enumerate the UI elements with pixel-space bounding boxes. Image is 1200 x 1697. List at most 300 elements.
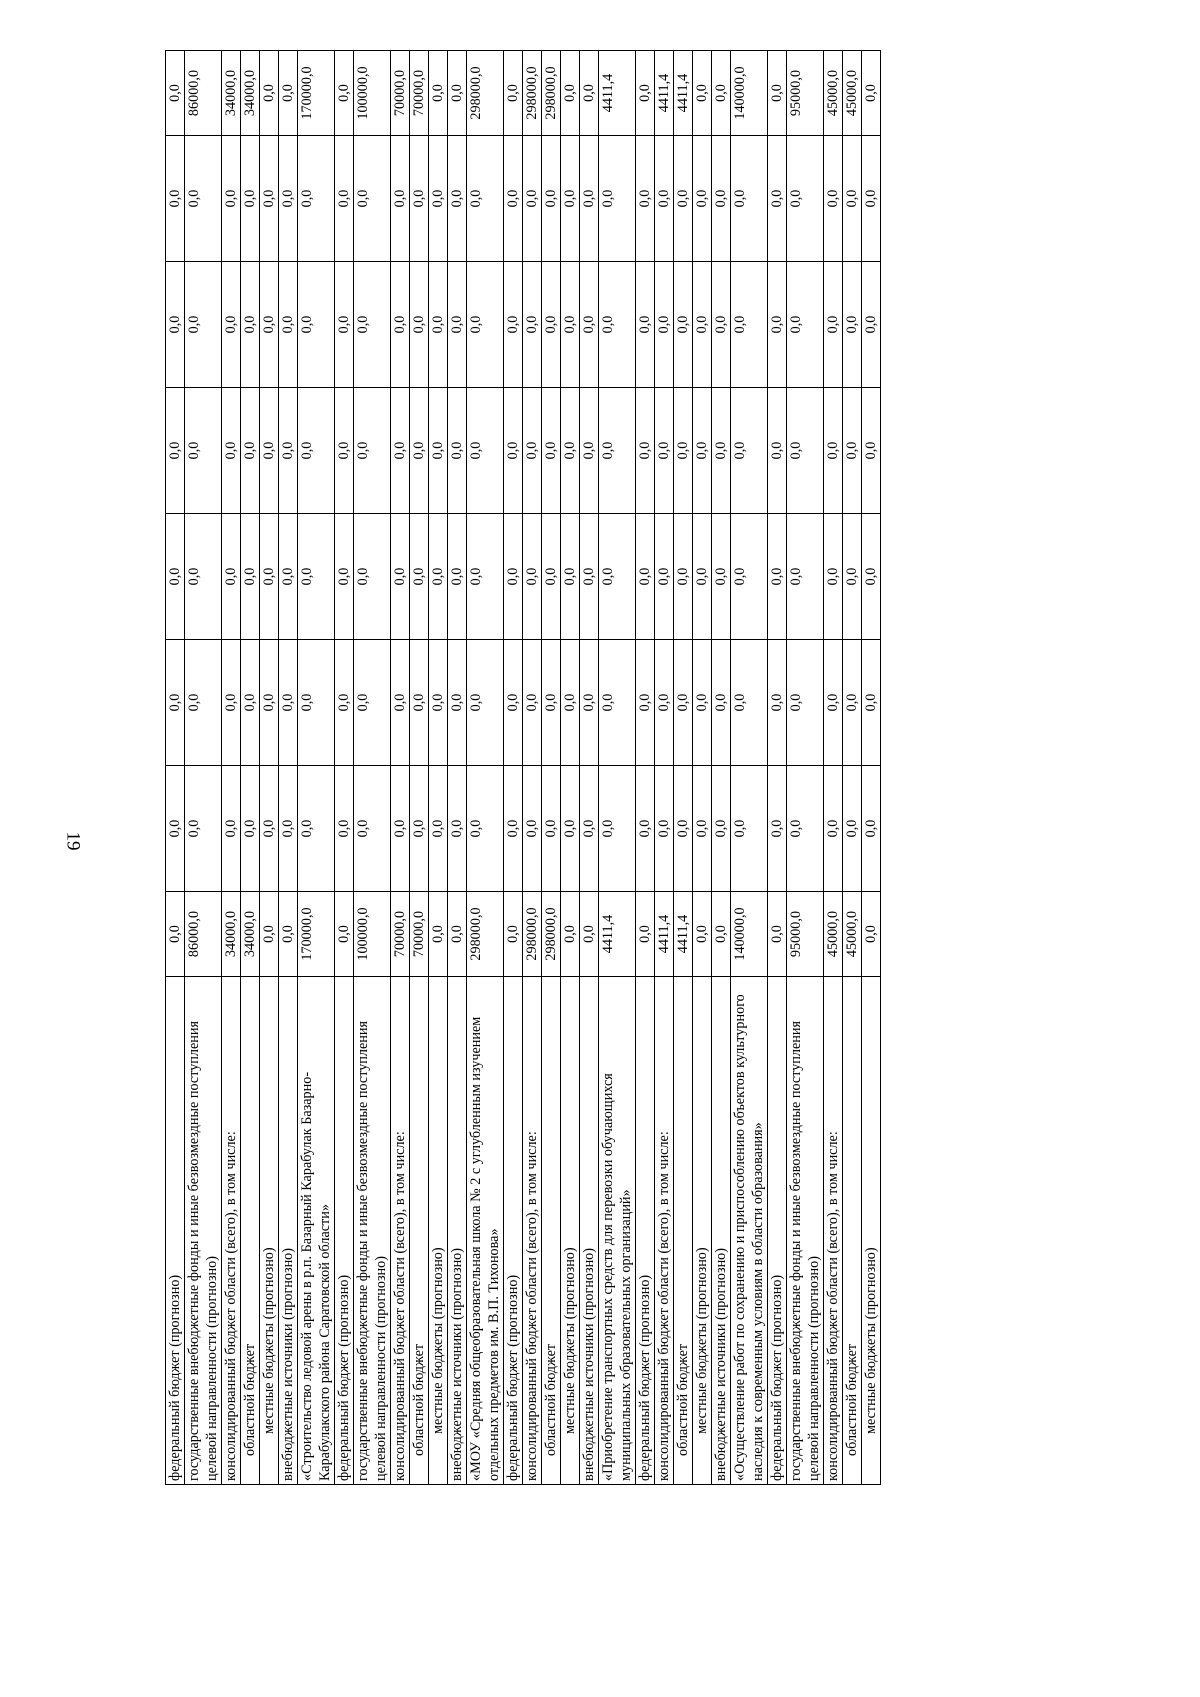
table-row xyxy=(712,51,731,1485)
row-label: областной бюджет xyxy=(410,977,429,1485)
table-row xyxy=(843,51,862,1485)
value-cell: 0,0 xyxy=(391,514,410,640)
value-cell: 0,0 xyxy=(843,514,862,640)
value-cell: 0,0 xyxy=(824,262,843,388)
table-row xyxy=(561,51,580,1485)
value-cell: 0,0 xyxy=(862,136,881,262)
value-cell: 100000,0 xyxy=(354,51,391,136)
value-cell: 70000,0 xyxy=(391,892,410,977)
value-cell: 0,0 xyxy=(410,262,429,388)
value-cell: 0,0 xyxy=(260,51,279,136)
value-cell: 0,0 xyxy=(599,388,636,514)
value-cell: 0,0 xyxy=(260,262,279,388)
value-cell: 0,0 xyxy=(504,514,523,640)
value-cell: 0,0 xyxy=(824,514,843,640)
value-cell: 0,0 xyxy=(410,136,429,262)
value-cell: 45000,0 xyxy=(843,51,862,136)
value-cell: 0,0 xyxy=(580,136,599,262)
table-row xyxy=(693,51,712,1485)
value-cell: 0,0 xyxy=(298,136,335,262)
value-cell: 298000,0 xyxy=(467,51,504,136)
value-cell: 0,0 xyxy=(260,892,279,977)
value-cell: 0,0 xyxy=(429,388,448,514)
value-cell: 0,0 xyxy=(674,514,693,640)
value-cell: 0,0 xyxy=(712,388,731,514)
value-cell: 0,0 xyxy=(279,766,298,892)
value-cell: 0,0 xyxy=(580,766,599,892)
value-cell: 0,0 xyxy=(787,640,824,766)
value-cell: 0,0 xyxy=(787,766,824,892)
table-row xyxy=(787,51,824,1485)
value-cell: 0,0 xyxy=(636,514,655,640)
value-cell: 0,0 xyxy=(222,640,241,766)
value-cell: 0,0 xyxy=(599,514,636,640)
value-cell: 0,0 xyxy=(712,51,731,136)
value-cell: 0,0 xyxy=(693,136,712,262)
row-label: федеральный бюджет (прогнозно) xyxy=(768,977,787,1485)
value-cell: 0,0 xyxy=(712,514,731,640)
value-cell: 0,0 xyxy=(166,51,185,136)
value-cell: 0,0 xyxy=(166,388,185,514)
value-cell: 0,0 xyxy=(523,388,542,514)
table-row xyxy=(279,51,298,1485)
value-cell: 0,0 xyxy=(787,136,824,262)
value-cell: 0,0 xyxy=(787,388,824,514)
value-cell: 0,0 xyxy=(693,262,712,388)
row-label: областной бюджет xyxy=(542,977,561,1485)
value-cell: 34000,0 xyxy=(241,892,260,977)
value-cell: 0,0 xyxy=(448,892,467,977)
value-cell: 0,0 xyxy=(674,640,693,766)
value-cell: 0,0 xyxy=(561,892,580,977)
value-cell: 0,0 xyxy=(523,262,542,388)
value-cell: 0,0 xyxy=(712,766,731,892)
value-cell: 0,0 xyxy=(787,262,824,388)
value-cell: 0,0 xyxy=(298,640,335,766)
value-cell: 0,0 xyxy=(185,262,222,388)
value-cell: 0,0 xyxy=(731,640,768,766)
value-cell: 0,0 xyxy=(731,136,768,262)
value-cell: 0,0 xyxy=(599,766,636,892)
value-cell: 0,0 xyxy=(655,136,674,262)
value-cell: 0,0 xyxy=(693,892,712,977)
value-cell: 0,0 xyxy=(260,388,279,514)
value-cell: 0,0 xyxy=(467,388,504,514)
value-cell: 0,0 xyxy=(580,262,599,388)
value-cell: 0,0 xyxy=(768,136,787,262)
table-row xyxy=(504,51,523,1485)
value-cell: 4411,4 xyxy=(599,892,636,977)
value-cell: 0,0 xyxy=(185,640,222,766)
value-cell: 0,0 xyxy=(467,262,504,388)
value-cell: 0,0 xyxy=(768,262,787,388)
row-label: внебюджетные источники (прогнозно) xyxy=(580,977,599,1485)
value-cell: 0,0 xyxy=(580,892,599,977)
value-cell: 0,0 xyxy=(241,136,260,262)
value-cell: 0,0 xyxy=(768,640,787,766)
value-cell: 0,0 xyxy=(561,640,580,766)
value-cell: 0,0 xyxy=(354,136,391,262)
value-cell: 0,0 xyxy=(279,51,298,136)
value-cell: 45000,0 xyxy=(843,892,862,977)
row-label: внебюджетные источники (прогнозно) xyxy=(448,977,467,1485)
row-label: федеральный бюджет (прогнозно) xyxy=(504,977,523,1485)
value-cell: 0,0 xyxy=(731,262,768,388)
value-cell: 0,0 xyxy=(222,136,241,262)
table-row xyxy=(731,51,768,1485)
value-cell: 0,0 xyxy=(429,640,448,766)
row-label: местные бюджеты (прогнозно) xyxy=(260,977,279,1485)
value-cell: 0,0 xyxy=(354,388,391,514)
value-cell: 0,0 xyxy=(599,640,636,766)
value-cell: 0,0 xyxy=(241,640,260,766)
value-cell: 0,0 xyxy=(636,766,655,892)
value-cell: 0,0 xyxy=(448,388,467,514)
value-cell: 0,0 xyxy=(335,51,354,136)
value-cell: 0,0 xyxy=(429,892,448,977)
value-cell: 0,0 xyxy=(260,514,279,640)
value-cell: 0,0 xyxy=(599,136,636,262)
value-cell: 0,0 xyxy=(712,892,731,977)
row-label: государственные внебюджетные фонды и иные безвозмездные поступления целевой направленности (прогнозно) xyxy=(185,977,222,1485)
value-cell: 0,0 xyxy=(391,262,410,388)
value-cell: 0,0 xyxy=(185,514,222,640)
value-cell: 0,0 xyxy=(787,514,824,640)
value-cell: 0,0 xyxy=(674,766,693,892)
value-cell: 0,0 xyxy=(712,262,731,388)
value-cell: 0,0 xyxy=(561,262,580,388)
value-cell: 0,0 xyxy=(693,514,712,640)
row-label: областной бюджет xyxy=(241,977,260,1485)
value-cell: 0,0 xyxy=(222,766,241,892)
value-cell: 0,0 xyxy=(166,766,185,892)
value-cell: 0,0 xyxy=(824,640,843,766)
value-cell: 0,0 xyxy=(298,262,335,388)
value-cell: 0,0 xyxy=(542,640,561,766)
value-cell: 0,0 xyxy=(862,766,881,892)
value-cell: 0,0 xyxy=(674,262,693,388)
table-row xyxy=(824,51,843,1485)
value-cell: 0,0 xyxy=(542,388,561,514)
value-cell: 34000,0 xyxy=(222,892,241,977)
value-cell: 0,0 xyxy=(298,766,335,892)
value-cell: 0,0 xyxy=(354,766,391,892)
value-cell: 0,0 xyxy=(260,136,279,262)
value-cell: 0,0 xyxy=(241,388,260,514)
value-cell: 0,0 xyxy=(636,388,655,514)
value-cell: 0,0 xyxy=(843,766,862,892)
value-cell: 0,0 xyxy=(391,136,410,262)
value-cell: 0,0 xyxy=(279,136,298,262)
table-row xyxy=(674,51,693,1485)
value-cell: 0,0 xyxy=(843,640,862,766)
value-cell: 0,0 xyxy=(731,514,768,640)
value-cell: 0,0 xyxy=(335,892,354,977)
value-cell: 0,0 xyxy=(504,51,523,136)
value-cell: 0,0 xyxy=(467,136,504,262)
row-label: местные бюджеты (прогнозно) xyxy=(561,977,580,1485)
value-cell: 0,0 xyxy=(410,514,429,640)
value-cell: 0,0 xyxy=(260,766,279,892)
value-cell: 0,0 xyxy=(335,640,354,766)
value-cell: 0,0 xyxy=(448,262,467,388)
value-cell: 298000,0 xyxy=(542,892,561,977)
row-label: консолидированный бюджет области (всего), в том числе: xyxy=(523,977,542,1485)
value-cell: 0,0 xyxy=(467,766,504,892)
value-cell: 4411,4 xyxy=(655,51,674,136)
value-cell: 0,0 xyxy=(561,388,580,514)
value-cell: 45000,0 xyxy=(824,51,843,136)
value-cell: 0,0 xyxy=(222,514,241,640)
value-cell: 0,0 xyxy=(523,640,542,766)
value-cell: 0,0 xyxy=(448,514,467,640)
table-row xyxy=(448,51,467,1485)
value-cell: 86000,0 xyxy=(185,892,222,977)
value-cell: 0,0 xyxy=(279,262,298,388)
value-cell: 0,0 xyxy=(166,514,185,640)
value-cell: 0,0 xyxy=(335,262,354,388)
value-cell: 0,0 xyxy=(467,514,504,640)
row-label: «Осуществление работ по сохранению и приспособлению объектов культурного наследия к современным условиям в области образования» xyxy=(731,977,768,1485)
value-cell: 0,0 xyxy=(429,262,448,388)
value-cell: 0,0 xyxy=(655,388,674,514)
value-cell: 0,0 xyxy=(693,640,712,766)
value-cell: 86000,0 xyxy=(185,51,222,136)
value-cell: 0,0 xyxy=(599,262,636,388)
value-cell: 0,0 xyxy=(542,514,561,640)
value-cell: 0,0 xyxy=(335,136,354,262)
table-row xyxy=(636,51,655,1485)
row-label: федеральный бюджет (прогнозно) xyxy=(335,977,354,1485)
value-cell: 0,0 xyxy=(166,640,185,766)
value-cell: 0,0 xyxy=(655,766,674,892)
value-cell: 0,0 xyxy=(655,262,674,388)
table-row xyxy=(298,51,335,1485)
row-label: «Приобретение транспортных средств для перевозки обучающихся муниципальных образовательных организаций» xyxy=(599,977,636,1485)
value-cell: 100000,0 xyxy=(354,892,391,977)
value-cell: 4411,4 xyxy=(599,51,636,136)
value-cell: 0,0 xyxy=(542,136,561,262)
table-row xyxy=(260,51,279,1485)
value-cell: 0,0 xyxy=(410,640,429,766)
value-cell: 0,0 xyxy=(241,514,260,640)
value-cell: 0,0 xyxy=(561,136,580,262)
value-cell: 4411,4 xyxy=(674,892,693,977)
value-cell: 0,0 xyxy=(279,514,298,640)
value-cell: 0,0 xyxy=(335,514,354,640)
value-cell: 0,0 xyxy=(862,514,881,640)
value-cell: 0,0 xyxy=(391,766,410,892)
value-cell: 0,0 xyxy=(768,514,787,640)
value-cell: 0,0 xyxy=(391,388,410,514)
value-cell: 0,0 xyxy=(862,388,881,514)
value-cell: 0,0 xyxy=(693,388,712,514)
value-cell: 0,0 xyxy=(354,262,391,388)
value-cell: 0,0 xyxy=(448,640,467,766)
value-cell: 0,0 xyxy=(862,892,881,977)
value-cell: 0,0 xyxy=(335,388,354,514)
value-cell: 4411,4 xyxy=(674,51,693,136)
value-cell: 0,0 xyxy=(580,514,599,640)
table-row xyxy=(185,51,222,1485)
value-cell: 0,0 xyxy=(504,892,523,977)
value-cell: 0,0 xyxy=(504,766,523,892)
value-cell: 0,0 xyxy=(335,766,354,892)
value-cell: 0,0 xyxy=(542,262,561,388)
value-cell: 0,0 xyxy=(580,51,599,136)
table-row xyxy=(599,51,636,1485)
table-row xyxy=(354,51,391,1485)
value-cell: 0,0 xyxy=(504,136,523,262)
value-cell: 34000,0 xyxy=(241,51,260,136)
value-cell: 0,0 xyxy=(448,766,467,892)
value-cell: 0,0 xyxy=(391,640,410,766)
value-cell: 0,0 xyxy=(561,51,580,136)
value-cell: 0,0 xyxy=(166,136,185,262)
table-row xyxy=(542,51,561,1485)
value-cell: 34000,0 xyxy=(222,51,241,136)
value-cell: 0,0 xyxy=(279,640,298,766)
value-cell: 0,0 xyxy=(429,136,448,262)
value-cell: 0,0 xyxy=(674,388,693,514)
value-cell: 0,0 xyxy=(655,640,674,766)
table-row xyxy=(335,51,354,1485)
value-cell: 0,0 xyxy=(222,388,241,514)
value-cell: 0,0 xyxy=(636,262,655,388)
table-row xyxy=(222,51,241,1485)
value-cell: 0,0 xyxy=(241,766,260,892)
value-cell: 0,0 xyxy=(580,640,599,766)
row-label: местные бюджеты (прогнозно) xyxy=(862,977,881,1485)
value-cell: 0,0 xyxy=(523,514,542,640)
row-label: консолидированный бюджет области (всего), в том числе: xyxy=(222,977,241,1485)
row-label: местные бюджеты (прогнозно) xyxy=(693,977,712,1485)
value-cell: 0,0 xyxy=(523,136,542,262)
value-cell: 0,0 xyxy=(279,892,298,977)
value-cell: 0,0 xyxy=(298,388,335,514)
value-cell: 0,0 xyxy=(712,640,731,766)
value-cell: 0,0 xyxy=(542,766,561,892)
value-cell: 0,0 xyxy=(298,514,335,640)
value-cell: 0,0 xyxy=(410,766,429,892)
value-cell: 70000,0 xyxy=(410,51,429,136)
value-cell: 298000,0 xyxy=(523,51,542,136)
value-cell: 0,0 xyxy=(768,892,787,977)
value-cell: 0,0 xyxy=(429,766,448,892)
funding-table-container xyxy=(165,66,1065,1485)
value-cell: 0,0 xyxy=(843,262,862,388)
row-label: федеральный бюджет (прогнозно) xyxy=(636,977,655,1485)
value-cell: 0,0 xyxy=(467,640,504,766)
value-cell: 0,0 xyxy=(824,766,843,892)
value-cell: 95000,0 xyxy=(787,51,824,136)
value-cell: 0,0 xyxy=(561,514,580,640)
value-cell: 0,0 xyxy=(279,388,298,514)
value-cell: 4411,4 xyxy=(655,892,674,977)
value-cell: 0,0 xyxy=(185,388,222,514)
value-cell: 0,0 xyxy=(768,388,787,514)
value-cell: 0,0 xyxy=(504,388,523,514)
value-cell: 0,0 xyxy=(768,51,787,136)
value-cell: 0,0 xyxy=(410,388,429,514)
value-cell: 0,0 xyxy=(166,262,185,388)
value-cell: 0,0 xyxy=(636,51,655,136)
table-row xyxy=(862,51,881,1485)
page-number: 19 xyxy=(62,831,84,851)
value-cell: 0,0 xyxy=(166,892,185,977)
value-cell: 0,0 xyxy=(862,262,881,388)
value-cell: 0,0 xyxy=(636,136,655,262)
value-cell: 0,0 xyxy=(185,766,222,892)
table-row xyxy=(166,51,185,1485)
value-cell: 0,0 xyxy=(222,262,241,388)
row-label: местные бюджеты (прогнозно) xyxy=(429,977,448,1485)
row-label: консолидированный бюджет области (всего), в том числе: xyxy=(391,977,410,1485)
value-cell: 170000,0 xyxy=(298,892,335,977)
value-cell: 0,0 xyxy=(185,136,222,262)
row-label: государственные внебюджетные фонды и иные безвозмездные поступления целевой направленности (прогнозно) xyxy=(354,977,391,1485)
value-cell: 0,0 xyxy=(580,388,599,514)
value-cell: 0,0 xyxy=(504,262,523,388)
table-row xyxy=(241,51,260,1485)
value-cell: 0,0 xyxy=(561,766,580,892)
row-label: «МОУ «Средняя общеобразовательная школа № 2 с углубленным изучением отдельных предметов им. В.П. Тихонова» xyxy=(467,977,504,1485)
table-row xyxy=(768,51,787,1485)
row-label: государственные внебюджетные фонды и иные безвозмездные поступления целевой направленности (прогнозно) xyxy=(787,977,824,1485)
value-cell: 0,0 xyxy=(731,388,768,514)
value-cell: 0,0 xyxy=(862,51,881,136)
value-cell: 0,0 xyxy=(429,51,448,136)
row-label: областной бюджет xyxy=(674,977,693,1485)
value-cell: 0,0 xyxy=(712,136,731,262)
value-cell: 0,0 xyxy=(241,262,260,388)
funding-table xyxy=(165,50,881,1485)
table-row xyxy=(391,51,410,1485)
table-row xyxy=(410,51,429,1485)
table-row xyxy=(467,51,504,1485)
row-label: консолидированный бюджет области (всего), в том числе: xyxy=(655,977,674,1485)
value-cell: 0,0 xyxy=(636,892,655,977)
value-cell: 0,0 xyxy=(674,136,693,262)
table-row xyxy=(429,51,448,1485)
table-row xyxy=(580,51,599,1485)
value-cell: 0,0 xyxy=(429,514,448,640)
funding-table-body xyxy=(166,51,881,1485)
value-cell: 0,0 xyxy=(448,51,467,136)
value-cell: 0,0 xyxy=(768,766,787,892)
value-cell: 298000,0 xyxy=(542,51,561,136)
row-label: областной бюджет xyxy=(843,977,862,1485)
value-cell: 0,0 xyxy=(354,514,391,640)
table-row xyxy=(655,51,674,1485)
value-cell: 0,0 xyxy=(693,766,712,892)
value-cell: 0,0 xyxy=(504,640,523,766)
value-cell: 0,0 xyxy=(260,640,279,766)
row-label: внебюджетные источники (прогнозно) xyxy=(712,977,731,1485)
value-cell: 70000,0 xyxy=(410,892,429,977)
value-cell: 0,0 xyxy=(354,640,391,766)
value-cell: 0,0 xyxy=(862,640,881,766)
value-cell: 0,0 xyxy=(731,766,768,892)
value-cell: 70000,0 xyxy=(391,51,410,136)
value-cell: 0,0 xyxy=(655,514,674,640)
value-cell: 170000,0 xyxy=(298,51,335,136)
row-label: внебюджетные источники (прогнозно) xyxy=(279,977,298,1485)
table-row xyxy=(523,51,542,1485)
value-cell: 0,0 xyxy=(843,388,862,514)
row-label: «Строительство ледовой арены в р.п. Базарный Карабулак Базарно-Карабулакского района Саратовской области» xyxy=(298,977,335,1485)
value-cell: 95000,0 xyxy=(787,892,824,977)
